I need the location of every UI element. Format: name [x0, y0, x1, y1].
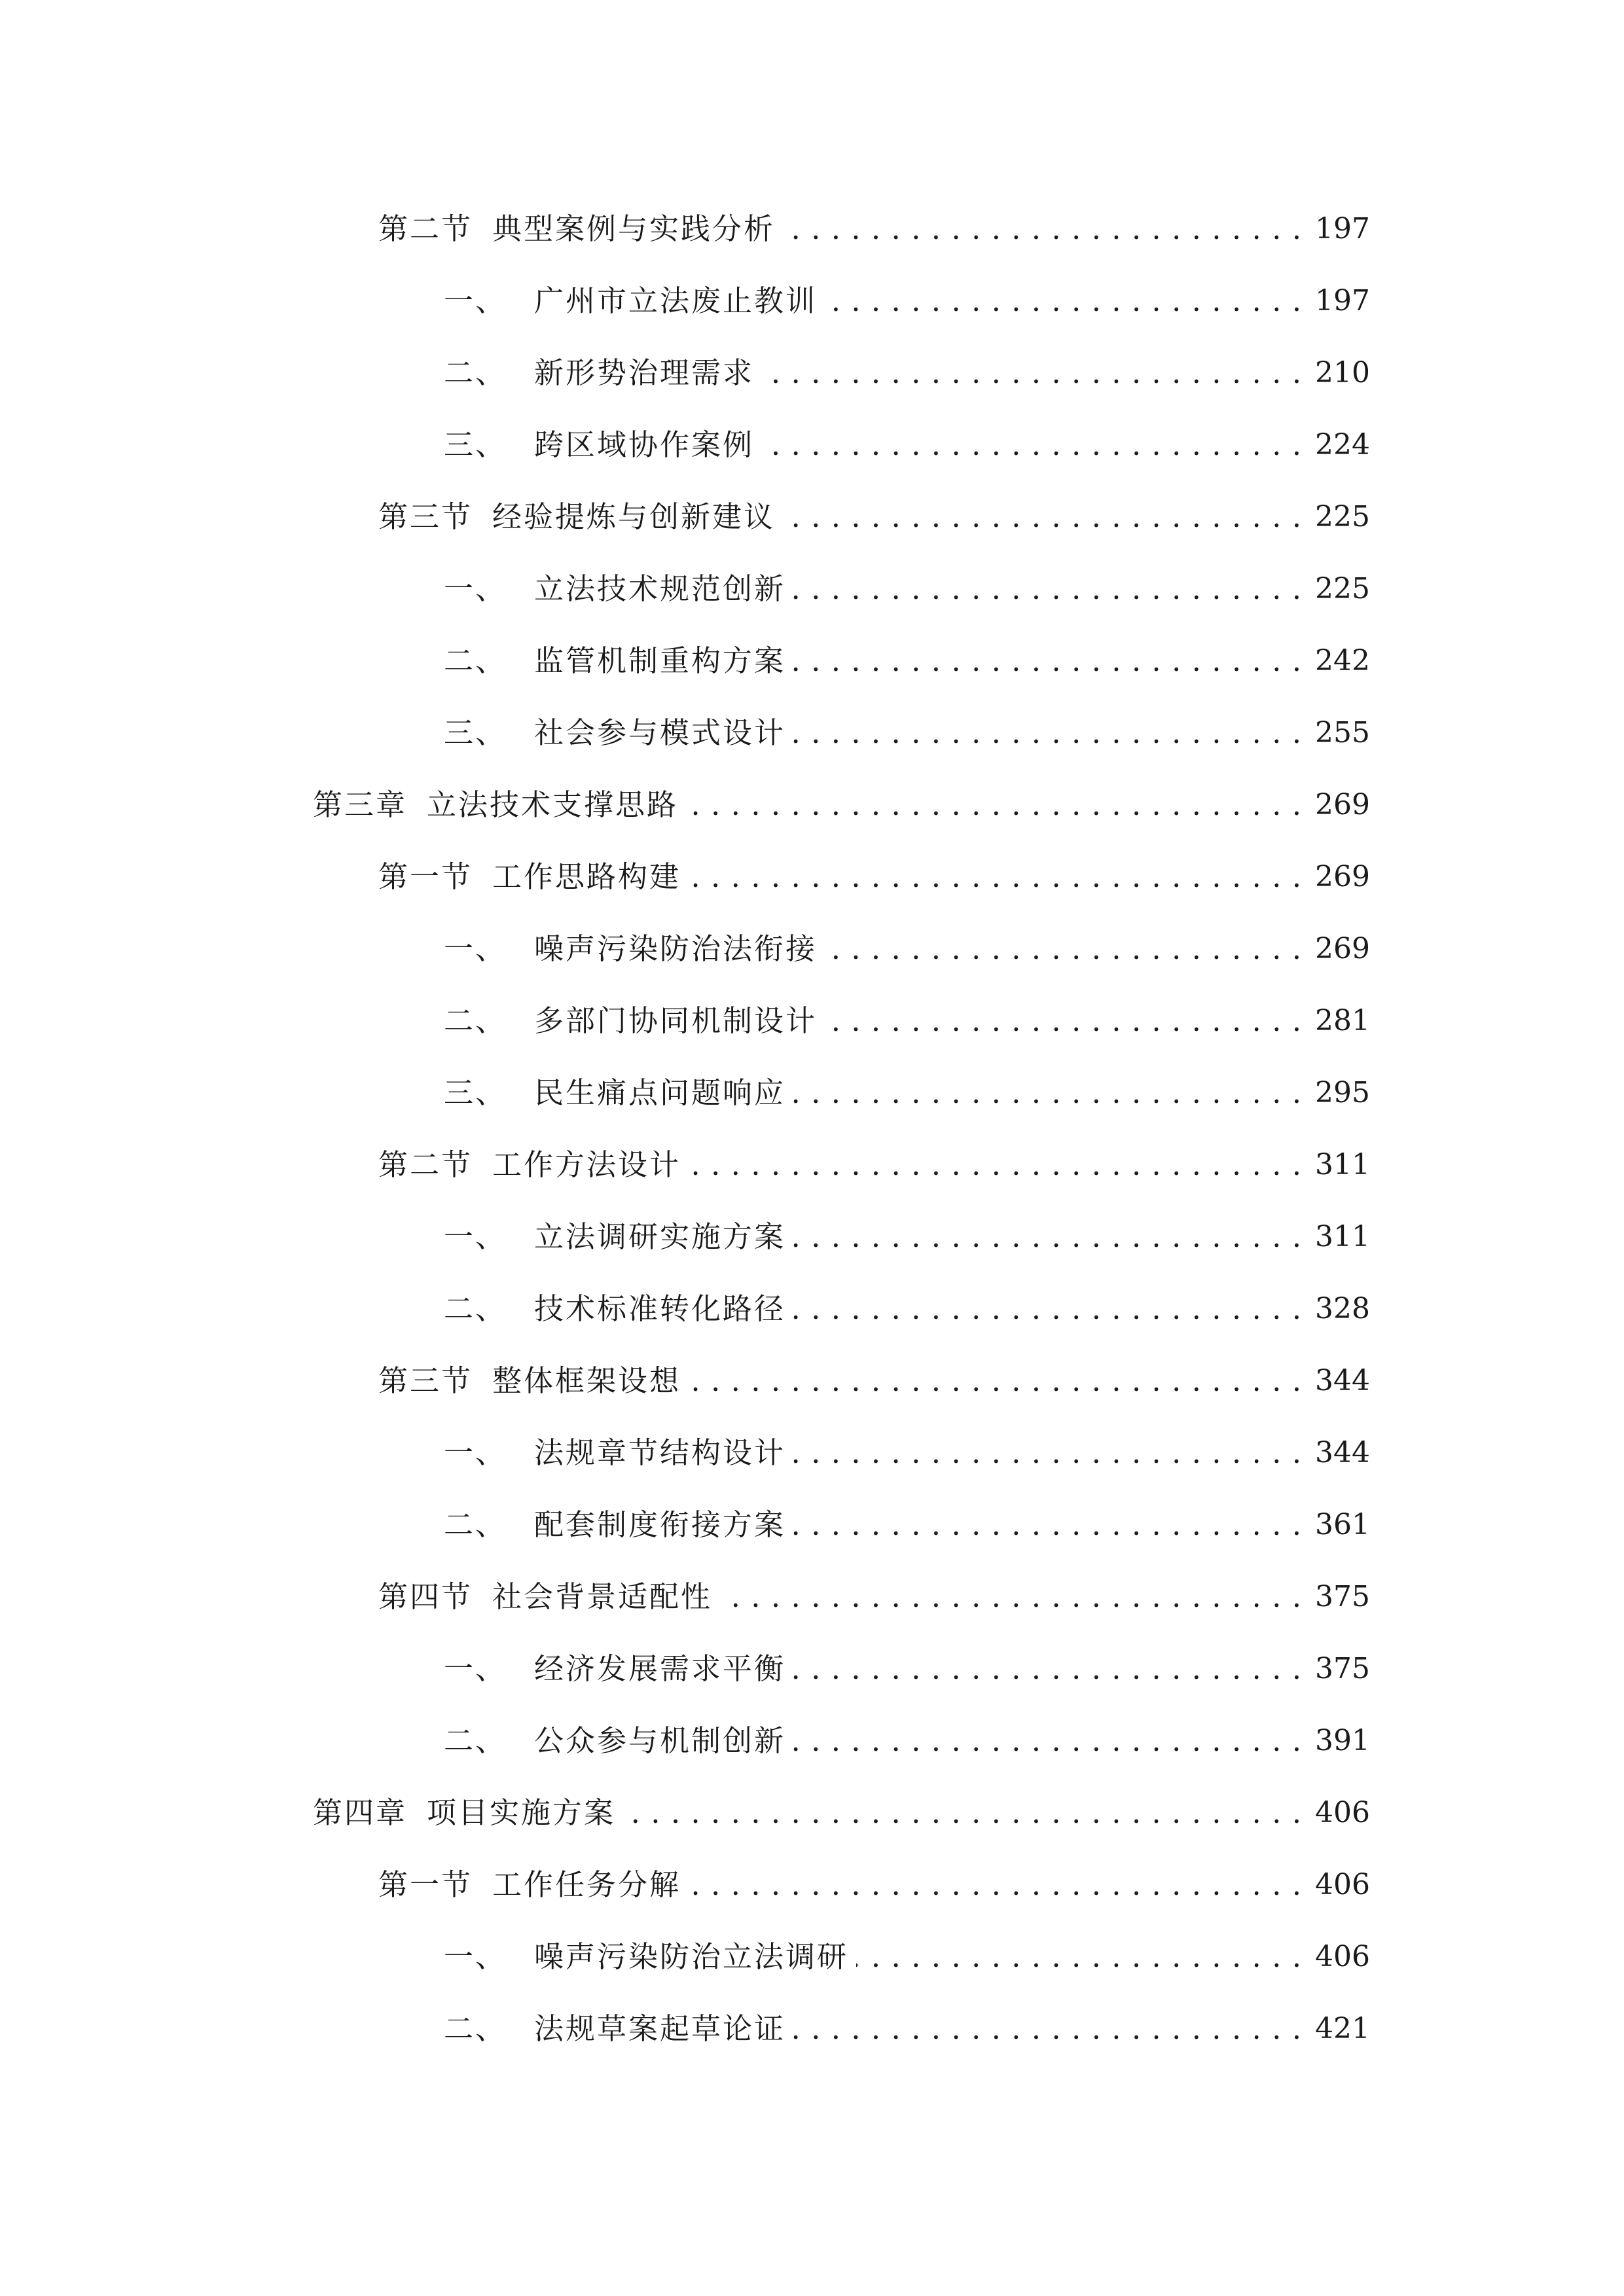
toc-section-number: 二、 [444, 643, 507, 678]
toc-entry[interactable] [444, 2003, 1370, 2055]
toc-section-number: 第一节 [378, 1867, 473, 1902]
toc-section-number: 第三节 [378, 499, 473, 534]
dot-leader [793, 1499, 1302, 1551]
toc-entry[interactable] [444, 635, 1370, 687]
toc-section-title: 经济发展需求平衡 [534, 1651, 786, 1686]
toc-page-number: 225 [1315, 500, 1370, 533]
toc-entry-label [444, 563, 785, 615]
toc-entry[interactable] [444, 707, 1370, 759]
toc-section-title: 跨区域协作案例 [534, 427, 755, 462]
dot-leader [793, 1067, 1302, 1119]
toc-entry-label [444, 1931, 848, 1983]
toc-section-number: 一、 [444, 1651, 507, 1686]
toc-page-number: 225 [1315, 572, 1370, 605]
dot-leader [783, 203, 1302, 255]
dot-leader [825, 995, 1302, 1047]
dot-leader [686, 779, 1302, 831]
toc-section-number: 二、 [444, 1723, 507, 1758]
toc-section-title: 民生痛点问题响应 [534, 1075, 786, 1110]
toc-section-number: 三、 [444, 1075, 507, 1110]
dot-leader [793, 563, 1302, 615]
toc-section-title: 广州市立法废止教训 [534, 283, 818, 318]
dot-leader [793, 1715, 1302, 1767]
toc-section-title: 公众参与机制创新 [534, 1723, 786, 1758]
toc-section-number: 第二节 [378, 1147, 473, 1182]
toc-section-title: 项目实施方案 [427, 1795, 616, 1830]
toc-section-title: 典型案例与实践分析 [492, 211, 776, 246]
toc-entry-label [378, 851, 681, 903]
toc-entry-label [444, 1067, 785, 1119]
toc-page-number: 281 [1315, 1004, 1370, 1037]
toc-entry[interactable] [444, 563, 1370, 615]
dot-leader [762, 419, 1302, 471]
toc-section-number: 二、 [444, 1291, 507, 1326]
toc-section-title: 新形势治理需求 [534, 355, 755, 390]
toc-entry[interactable] [444, 1283, 1370, 1335]
toc-section-title: 工作任务分解 [492, 1867, 681, 1902]
toc-entry[interactable] [444, 275, 1370, 327]
dot-leader [689, 1139, 1302, 1191]
toc-section-title: 立法技术规范创新 [534, 571, 786, 606]
toc-entry[interactable] [378, 203, 1370, 255]
toc-section-number: 第一节 [378, 859, 473, 894]
toc-page-number: 224 [1315, 428, 1370, 461]
dot-leader [762, 347, 1302, 399]
toc-section-number: 一、 [444, 1939, 507, 1974]
toc-entry[interactable] [444, 1499, 1370, 1551]
toc-entry-label [313, 779, 678, 831]
toc-section-title: 社会背景适配性 [492, 1579, 713, 1614]
toc-entry[interactable] [378, 1859, 1370, 1911]
toc-section-number: 第二节 [378, 211, 473, 246]
toc-page-number: 311 [1315, 1220, 1370, 1253]
toc-entry[interactable] [313, 1787, 1370, 1839]
toc-section-title: 立法调研实施方案 [534, 1219, 786, 1254]
toc-section-title: 整体框架设想 [492, 1363, 681, 1398]
toc-section-number: 一、 [444, 283, 507, 318]
dot-leader [793, 1211, 1302, 1263]
toc-page-number: 255 [1315, 716, 1370, 749]
toc-section-number: 三、 [444, 715, 507, 750]
toc-section-number: 二、 [444, 355, 507, 390]
toc-entry-label [444, 1715, 785, 1767]
toc-section-title: 工作思路构建 [492, 859, 681, 894]
toc-entry-label [444, 1283, 785, 1335]
toc-section-number: 一、 [444, 931, 507, 966]
toc-section-number: 一、 [444, 1435, 507, 1470]
toc-entry-label [444, 2003, 785, 2055]
dot-leader [793, 707, 1302, 759]
toc-section-number: 二、 [444, 1003, 507, 1038]
toc-entry[interactable] [444, 1715, 1370, 1767]
toc-entry[interactable] [444, 1643, 1370, 1695]
toc-entry-label [378, 1571, 712, 1623]
dot-leader [825, 923, 1302, 975]
toc-entry[interactable] [378, 1139, 1370, 1191]
toc-entry-label [444, 1499, 785, 1551]
toc-entry[interactable] [444, 419, 1370, 471]
toc-entry-label [444, 419, 754, 471]
toc-page-number: 421 [1315, 2012, 1370, 2045]
toc-section-number: 二、 [444, 2011, 507, 2046]
toc-entry-label [444, 275, 817, 327]
toc-section-number: 第三节 [378, 1363, 473, 1398]
toc-section-title: 多部门协同机制设计 [534, 1003, 818, 1038]
toc-entry[interactable] [444, 1931, 1370, 1983]
toc-page-number: 344 [1315, 1436, 1370, 1469]
toc-page-number: 406 [1315, 1940, 1370, 1973]
toc-entry[interactable] [313, 779, 1370, 831]
toc-section-number: 三、 [444, 427, 507, 462]
toc-page-number: 406 [1315, 1868, 1370, 1901]
toc-entry[interactable] [444, 1427, 1370, 1479]
dot-leader [720, 1571, 1302, 1623]
dot-leader [793, 1283, 1302, 1335]
dot-leader [856, 1931, 1302, 1983]
dot-leader [793, 635, 1302, 687]
toc-section-title: 技术标准转化路径 [534, 1291, 786, 1326]
toc-entry[interactable] [444, 1067, 1370, 1119]
toc-entry[interactable] [378, 851, 1370, 903]
toc-page-number: 375 [1315, 1580, 1370, 1613]
toc-section-title: 法规草案起草论证 [534, 2011, 786, 2046]
toc-section-title: 噪声污染防治法衔接 [534, 931, 818, 966]
toc-page-number: 269 [1315, 932, 1370, 965]
toc-entry[interactable] [444, 995, 1370, 1047]
toc-entry-label [378, 1859, 681, 1911]
toc-section-number: 一、 [444, 1219, 507, 1254]
dot-leader [793, 1643, 1302, 1695]
toc-section-number: 一、 [444, 571, 507, 606]
toc-page-number: 311 [1315, 1148, 1370, 1181]
toc-section-number: 二、 [444, 1507, 507, 1542]
toc-section-number: 第四章 [313, 1795, 408, 1830]
toc-page-number: 391 [1315, 1724, 1370, 1757]
dot-leader [623, 1787, 1302, 1839]
toc-entry-label [444, 923, 817, 975]
toc-section-title: 法规章节结构设计 [534, 1435, 786, 1470]
toc-page-number: 344 [1315, 1364, 1370, 1397]
toc-page-number: 328 [1315, 1292, 1370, 1325]
toc-entry-label [444, 1427, 785, 1479]
toc-section-title: 监管机制重构方案 [534, 643, 786, 678]
toc-entry-label [444, 347, 754, 399]
toc-section-title: 社会参与模式设计 [534, 715, 786, 750]
toc-page-number: 375 [1315, 1652, 1370, 1685]
dot-leader [783, 491, 1302, 543]
toc-entry[interactable] [444, 347, 1370, 399]
toc-section-title: 经验提炼与创新建议 [492, 499, 776, 534]
toc-page-number: 269 [1315, 788, 1370, 821]
toc-section-number: 第三章 [313, 787, 408, 822]
toc-entry[interactable] [444, 923, 1370, 975]
toc-section-title: 噪声污染防治立法调研 [534, 1939, 849, 1974]
toc-entry[interactable] [444, 1211, 1370, 1263]
toc-section-number: 第四节 [378, 1579, 473, 1614]
dot-leader [825, 275, 1302, 327]
toc-entry-label [378, 1355, 681, 1407]
toc-entry-label [378, 203, 775, 255]
dot-leader [793, 1427, 1302, 1479]
toc-entry-label [444, 1211, 785, 1263]
toc-entry-label [378, 1139, 681, 1191]
toc-page-number: 242 [1315, 644, 1370, 677]
dot-leader [793, 2003, 1302, 2055]
toc-section-title: 工作方法设计 [492, 1147, 681, 1182]
dot-leader [689, 1859, 1302, 1911]
toc-entry[interactable] [378, 1355, 1370, 1407]
toc-entry-label [444, 635, 785, 687]
toc-entry[interactable] [378, 491, 1370, 543]
toc-page-number: 269 [1315, 860, 1370, 893]
toc-section-title: 立法技术支撑思路 [427, 787, 679, 822]
toc-page-number: 295 [1315, 1076, 1370, 1109]
toc-entry[interactable] [378, 1571, 1370, 1623]
toc-entry-label [444, 995, 817, 1047]
toc-entry-label [444, 1643, 785, 1695]
toc-page-number: 361 [1315, 1508, 1370, 1541]
dot-leader [689, 851, 1302, 903]
dot-leader [689, 1355, 1302, 1407]
toc-entry-label [444, 707, 785, 759]
toc-section-title: 配套制度衔接方案 [534, 1507, 786, 1542]
toc-page-number: 210 [1315, 356, 1370, 389]
toc-entry-label [313, 1787, 615, 1839]
toc-page-number: 197 [1315, 212, 1370, 245]
toc-entry-label [378, 491, 775, 543]
toc-page-number: 406 [1315, 1796, 1370, 1829]
toc-page-number: 197 [1315, 284, 1370, 317]
